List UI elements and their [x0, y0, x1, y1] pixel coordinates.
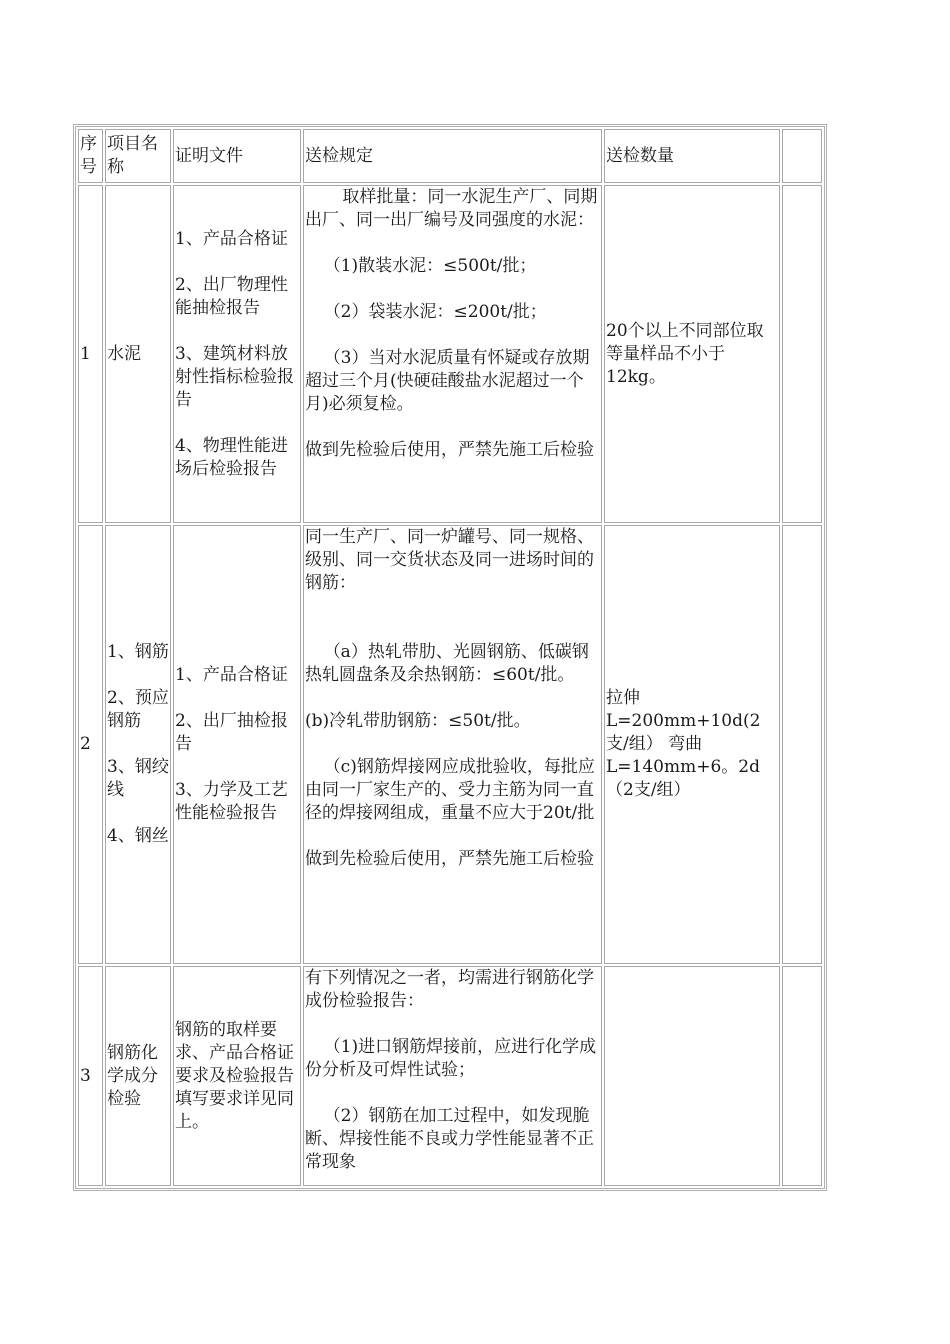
- rule-line: 做到先检验后使用，严禁先施工后检验: [305, 440, 594, 460]
- item-line: 钢筋化学成分检验: [107, 1042, 158, 1109]
- rule-line: 取样批量：同一水泥生产厂、同期出厂、同一出厂编号及同强度的水泥：: [305, 187, 598, 230]
- item-line: 2、预应钢筋: [107, 688, 169, 731]
- rule-line: （a）热轧带肋、光圆钢筋、低碳钢热轧圆盘条及余热钢筋：≤60t/批。: [305, 642, 589, 685]
- item-line: 水泥: [107, 343, 141, 364]
- rule-line: （c)钢筋焊接网应成批验收，每批应由同一厂家生产的、受力主筋为同一直径的焊接网组成，重量不应大于20t/批: [305, 757, 595, 823]
- table-row: [78, 185, 822, 523]
- doc-line: 3、力学及工艺性能检验报告: [175, 780, 288, 823]
- row-qty: 20个以上不同部位取等量样品不小于12kg。: [604, 185, 780, 523]
- row-qty: [604, 966, 780, 1186]
- row-item: [105, 525, 171, 964]
- row-extra: [782, 966, 822, 1186]
- row-rules: [303, 525, 602, 964]
- table-row: [78, 525, 822, 964]
- row-docs: [173, 966, 301, 1186]
- item-line: 1、钢筋: [107, 642, 169, 662]
- inspection-table: [73, 124, 827, 1191]
- rule-line: （2）袋装水泥：≤200t/批；: [323, 302, 547, 322]
- header-cell-item: 项目名称: [105, 129, 171, 183]
- header-cell-docs: 证明文件: [173, 129, 301, 183]
- header-cell-rules: 送检规定: [303, 129, 602, 183]
- item-line: 3、钢绞线: [107, 757, 169, 800]
- row-number: 1: [78, 185, 103, 523]
- row-docs: [173, 525, 301, 964]
- header-cell-qty: 送检数量: [604, 129, 780, 183]
- row-rules: [303, 185, 602, 523]
- row-item: [105, 185, 171, 523]
- doc-line: 4、物理性能进场后检验报告: [175, 435, 288, 479]
- header-cell-extra: [782, 129, 822, 183]
- header-cell-no: 序号: [78, 129, 103, 183]
- rule-line: 有下列情况之一者，均需进行钢筋化学成份检验报告：: [305, 968, 594, 1011]
- row-number: 3: [78, 966, 103, 1186]
- doc-line: 3、建筑材料放射性指标检验报告: [175, 343, 294, 410]
- row-rules: [303, 966, 602, 1186]
- rule-line: 做到先检验后使用，严禁先施工后检验: [305, 849, 594, 869]
- header-row: [78, 129, 822, 183]
- rule-line: （3）当对水泥质量有怀疑或存放期超过三个月(快硬硅酸盐水泥超过一个月)必须复检。: [305, 348, 590, 414]
- row-extra: [782, 185, 822, 523]
- row-docs: [173, 185, 301, 523]
- row-qty: 拉伸 L=200mm+10d(2支/组） 弯曲 L=140mm+6。2d（2支/组）: [604, 525, 780, 964]
- rule-line: （1)进口钢筋焊接前，应进行化学成份分析及可焊性试验；: [305, 1037, 597, 1080]
- row-extra: [782, 525, 822, 964]
- doc-line: 钢筋的取样要求、产品合格证要求及检验报告填写要求详见同上。: [175, 1019, 294, 1132]
- rule-line: 同一生产厂、同一炉罐号、同一规格、级别、同一交货状态及同一进场时间的钢筋：: [305, 527, 594, 593]
- item-line: 4、钢丝: [107, 826, 169, 846]
- row-number: 2: [78, 525, 103, 964]
- doc-line: 1、产品合格证: [175, 228, 288, 249]
- row-item: [105, 966, 171, 1186]
- rule-line: （1)散装水泥：≤500t/批；: [323, 256, 537, 276]
- table-row: [78, 966, 822, 1186]
- doc-line: 1、产品合格证: [175, 665, 288, 685]
- rule-line: (b)冷轧带肋钢筋：≤50t/批。: [305, 711, 531, 731]
- doc-line: 2、出厂物理性能抽检报告: [175, 274, 288, 318]
- rule-line: （2）钢筋在加工过程中，如发现脆断、焊接性能不良或力学性能显著不正常现象: [305, 1106, 594, 1172]
- doc-line: 2、出厂抽检报告: [175, 711, 288, 754]
